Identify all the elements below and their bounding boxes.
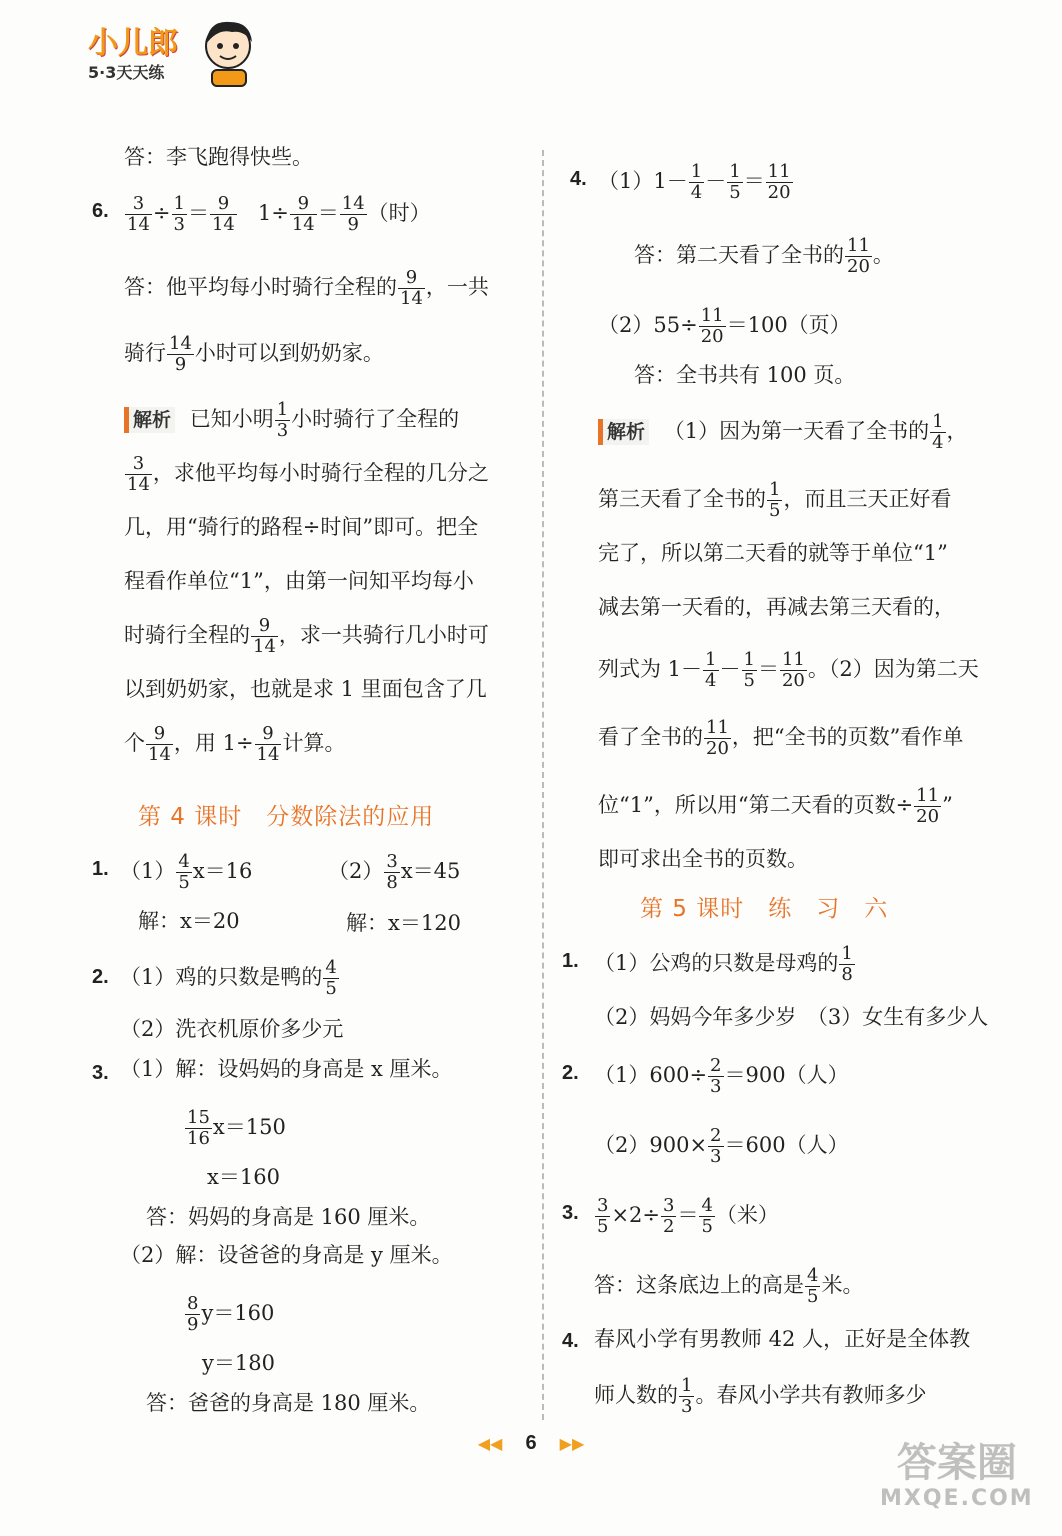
question-number: 1. xyxy=(562,950,579,972)
ex3-answer: 答：这条底边上的高是 $\frac{4}{5}$ 米。 xyxy=(594,1265,864,1307)
q2-part1: （1）鸡的只数是鸭的 $\frac{4}{5}$ xyxy=(120,957,337,999)
q3-eq1: $\frac{15}{16}$ x＝150 xyxy=(187,1107,286,1149)
q3-part2: （2）解：设爸爸的身高是 y 厘米。 xyxy=(120,1243,453,1267)
section-heading-lesson4: 第 4 课时 分数除法的应用 xyxy=(138,804,435,830)
answer-q6-cont: 骑行 $\frac{14}{9}$ 小时可以到奶奶家。 xyxy=(124,333,384,375)
q4-answer1: 答：第二天看了全书的 $\frac{11}{20}$ 。 xyxy=(634,235,894,277)
q3-answer2: 答：爸爸的身高是 180 厘米。 xyxy=(146,1391,431,1415)
answer-q6: 答：他平均每小时骑行全程的 $\frac{9}{14}$ ，一共 xyxy=(124,267,489,309)
equation-q6: $\frac{3}{14}$ ÷ $\frac{1}{3}$ ＝ $\frac{9}{14}$ 1÷ $\frac{9}{14}$ ＝ $\frac{14}{9}$ （时） xyxy=(127,193,431,235)
q1-solution2: 解：x＝120 xyxy=(346,911,461,935)
ex2-part1: （1）600÷ $\frac{2}{3}$ ＝900（人） xyxy=(594,1055,849,1097)
logo xyxy=(88,18,178,83)
q3-eq2: x＝160 xyxy=(207,1165,280,1189)
answer-line: 答：李飞跑得快些。 xyxy=(124,145,313,169)
question-number: 4. xyxy=(562,1330,579,1352)
q1-part1: （1） $\frac{4}{5}$ x＝16 xyxy=(120,851,253,893)
q4-answer2: 答：全书共有 100 页。 xyxy=(634,363,856,387)
ex4-line1: 春风小学有男教师 42 人，正好是全体教 xyxy=(594,1327,971,1351)
q2-part2: （2）洗衣机原价多少元 xyxy=(120,1017,344,1041)
question-number: 2. xyxy=(92,966,109,988)
prev-arrows-icon: ◀◀ xyxy=(477,1434,503,1453)
question-number: 1. xyxy=(92,858,109,880)
analysis-right: 解析 （1）因为第一天看了全书的 $\frac{1}{4}$ ， 第三天看了全书的 $\frac{1}{5}$ ，而且三天正好看 完了，所以第二天看的就等于单位“1” 减去第一天看的，再减去第三天看的， 列式为 1－ $\frac{1}{4}$ － $\frac{1}{5}$ ＝ $\frac{11}{20}$ 。（2）因为第二天 看了全书的 $\frac{11}{20}$ ，把“全书的页数”看作单 位“1”，所以用“第二天看的页数÷ $\frac{11}{20}$ ” 即可求出全书的页数。 xyxy=(598,411,979,871)
q1-solution1: 解：x＝20 xyxy=(138,909,240,933)
question-number: 6. xyxy=(92,200,109,222)
page-number: 6 xyxy=(525,1432,537,1454)
question-number: 2. xyxy=(562,1062,579,1084)
ex1-part1: （1）公鸡的只数是母鸡的 $\frac{1}{8}$ xyxy=(594,943,853,985)
next-arrows-icon: ▶▶ xyxy=(559,1434,585,1453)
ex1-part2: （2）妈妈今年多少岁 （3）女生有多少人 xyxy=(594,1005,989,1029)
logo-main: 小儿郎 xyxy=(88,26,178,61)
question-number: 4. xyxy=(570,168,587,190)
q4-part2: （2）55÷ $\frac{11}{20}$ ＝100（页） xyxy=(598,305,851,347)
ex4-line2: 师人数的 $\frac{1}{3}$ 。春风小学共有教师多少 xyxy=(594,1375,927,1417)
section-heading-lesson5: 第 5 课时 练 习 六 xyxy=(640,896,889,922)
ex2-part2: （2）900× $\frac{2}{3}$ ＝600（人） xyxy=(594,1125,849,1167)
ex3-equation: $\frac{3}{5}$ ×2÷ $\frac{3}{2}$ ＝ $\frac{4}{5}$ （米） xyxy=(597,1195,779,1237)
analysis-left: 解析 已知小明 $\frac{1}{3}$ 小时骑行了全程的 $\frac{3}{14}$ ，求他平均每小时骑行全程的几分之 几，用“骑行的路程÷时间”即可。把全 程看作单位“1”，由第一问知平均每小 时骑行全程的 $\frac{9}{14}$ ，求一共骑行几小时可 以到奶奶家，也就是求 1 里面包含了几 个 $\frac{9}{14}$ ，用 1÷ $\frac{9}{14}$ 计算。 xyxy=(124,399,489,765)
q3-part1: （1）解：设妈妈的身高是 x 厘米。 xyxy=(120,1057,453,1081)
q3-answer1: 答：妈妈的身高是 160 厘米。 xyxy=(146,1205,431,1229)
column-divider xyxy=(542,150,544,1420)
analysis-label: 解析 xyxy=(124,407,175,433)
page-footer xyxy=(456,1432,606,1455)
q3-eq3: $\frac{8}{9}$ y＝160 xyxy=(187,1293,275,1335)
logo-sub: 5·3天天练 xyxy=(88,63,165,82)
watermark: 答案圈 MXQE.COM xyxy=(880,1440,1034,1511)
boy-mascot-icon xyxy=(198,16,260,88)
q4-part1: （1）1－ $\frac{1}{4}$ － $\frac{1}{5}$ ＝ $\frac{11}{20}$ xyxy=(598,161,791,203)
q1-part2: （2） $\frac{3}{8}$ x＝45 xyxy=(328,851,461,893)
question-number: 3. xyxy=(92,1062,109,1084)
q3-eq4: y＝180 xyxy=(202,1351,275,1375)
analysis-label: 解析 xyxy=(598,419,649,445)
question-number: 3. xyxy=(562,1202,579,1224)
